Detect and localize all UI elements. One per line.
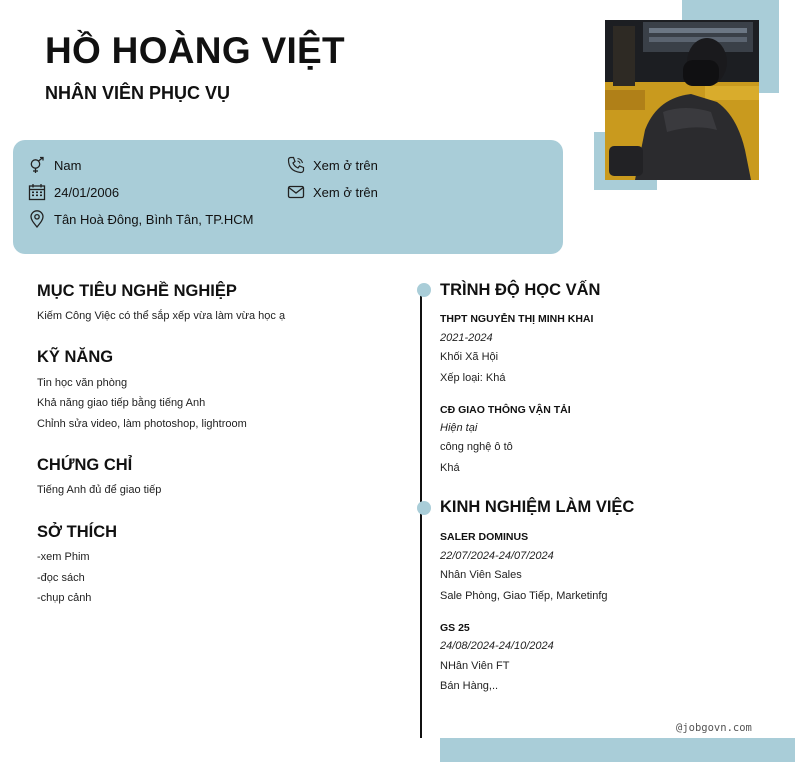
skill-item: Khả năng giao tiếp bằng tiếng Anh <box>37 397 206 409</box>
education-detail: Xếp loại: Khá <box>440 372 506 384</box>
envelope-icon <box>287 183 305 201</box>
skill-item: Tin học văn phòng <box>37 377 128 389</box>
education-school: CĐ GIAO THÔNG VẬN TẢI <box>440 404 571 416</box>
hobby-item: -xem Phim <box>37 551 90 563</box>
email-value: Xem ở trên <box>313 184 378 200</box>
hobby-item: -đọc sách <box>37 572 85 584</box>
education-period: 2021-2024 <box>440 332 493 344</box>
gender-row <box>28 156 81 174</box>
phone-value: Xem ở trên <box>313 157 378 173</box>
phone-icon <box>287 156 305 174</box>
gender-icon <box>28 156 46 174</box>
contact-info-panel <box>13 140 563 254</box>
address-row <box>28 210 253 228</box>
experience-detail: Sale Phòng, Giao Tiếp, Marketinfg <box>440 590 608 602</box>
calendar-icon <box>28 183 46 201</box>
experience-timeline-dot <box>417 501 431 515</box>
phone-row <box>287 156 378 174</box>
experience-company: GS 25 <box>440 622 470 634</box>
decor-block-bottom <box>440 738 795 762</box>
certificates-title: CHỨNG CHỈ <box>37 456 133 474</box>
experience-detail: Bán Hàng,.. <box>440 680 499 692</box>
skill-item: Chỉnh sửa video, làm photoshop, lightroom <box>37 418 247 430</box>
education-detail: công nghệ ô tô <box>440 441 513 453</box>
experience-detail: NHân Viên FT <box>440 660 510 672</box>
watermark: @jobgovn.com <box>676 722 752 734</box>
location-pin-icon <box>28 210 46 228</box>
address-value: Tân Hoà Đông, Bình Tân, TP.HCM <box>54 211 254 227</box>
objective-text: Kiếm Công Việc có thể sắp xếp vừa làm vừa học ạ <box>37 310 286 322</box>
experience-detail: Nhân Viên Sales <box>440 569 522 581</box>
education-detail: Khối Xã Hội <box>440 351 499 363</box>
birthdate-row <box>28 183 119 201</box>
experience-title: KINH NGHIỆM LÀM VIỆC <box>440 498 635 516</box>
education-school: THPT NGUYỄN THỊ MINH KHAI <box>440 313 594 325</box>
email-row <box>287 183 378 201</box>
objective-title: MỤC TIÊU NGHỀ NGHIỆP <box>37 282 237 300</box>
profile-photo <box>605 20 759 180</box>
experience-company: SALER DOMINUS <box>440 531 529 543</box>
hobbies-title: SỞ THÍCH <box>37 523 118 541</box>
education-detail: Khá <box>440 462 460 474</box>
education-title: TRÌNH ĐỘ HỌC VẤN <box>440 281 601 299</box>
gender-value: Nam <box>54 157 82 173</box>
experience-period: 24/08/2024-24/10/2024 <box>440 640 554 652</box>
hobby-item: -chụp cảnh <box>37 592 92 604</box>
education-period: Hiện tại <box>440 422 478 434</box>
candidate-name: HỒ HOÀNG VIỆT <box>45 30 345 71</box>
skills-title: KỸ NĂNG <box>37 348 114 366</box>
certificate-item: Tiếng Anh đủ để giao tiếp <box>37 484 162 496</box>
candidate-position: NHÂN VIÊN PHỤC VỤ <box>45 83 231 103</box>
birthdate-value: 24/01/2006 <box>54 184 120 200</box>
experience-period: 22/07/2024-24/07/2024 <box>440 550 554 562</box>
education-timeline-dot <box>417 283 431 297</box>
